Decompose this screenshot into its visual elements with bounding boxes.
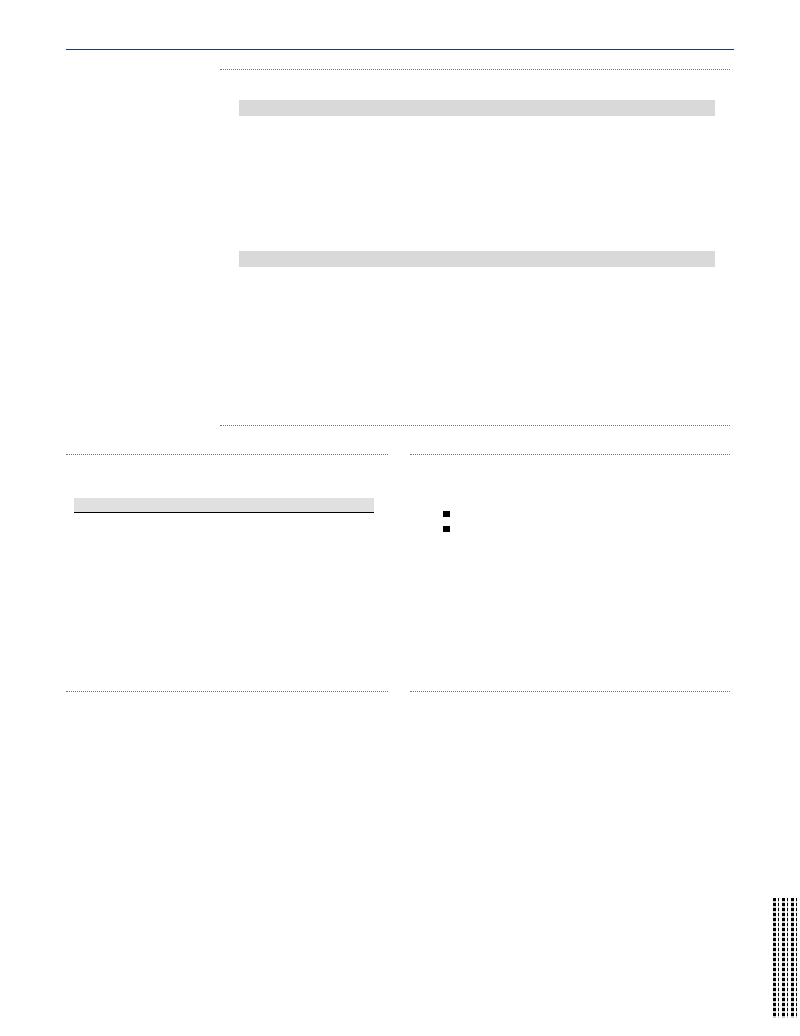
licensed-brokers-table <box>74 498 374 513</box>
fig7-top-rule <box>410 454 730 455</box>
qr-code-overlay <box>773 898 800 1018</box>
header-divider <box>66 49 734 50</box>
fig5-top-rule <box>220 69 730 70</box>
fig5-bottom-rule <box>220 425 730 426</box>
regulatory-rating-table <box>239 100 715 116</box>
table2-title <box>239 251 715 267</box>
fig6-top-rule <box>66 454 388 455</box>
table1-title <box>239 100 715 116</box>
otc-option-chart-svg <box>410 508 730 683</box>
fig6-bottom-rule <box>66 691 388 692</box>
col-announcement-date <box>189 498 374 513</box>
legend-swatch-series-2 <box>443 526 450 532</box>
fig7-bottom-rule <box>410 691 730 692</box>
col-licensed-brokers <box>74 498 189 513</box>
legend-swatch-series-1 <box>443 511 450 517</box>
broker-rating-table <box>239 251 715 267</box>
otc-option-chart <box>410 508 730 687</box>
